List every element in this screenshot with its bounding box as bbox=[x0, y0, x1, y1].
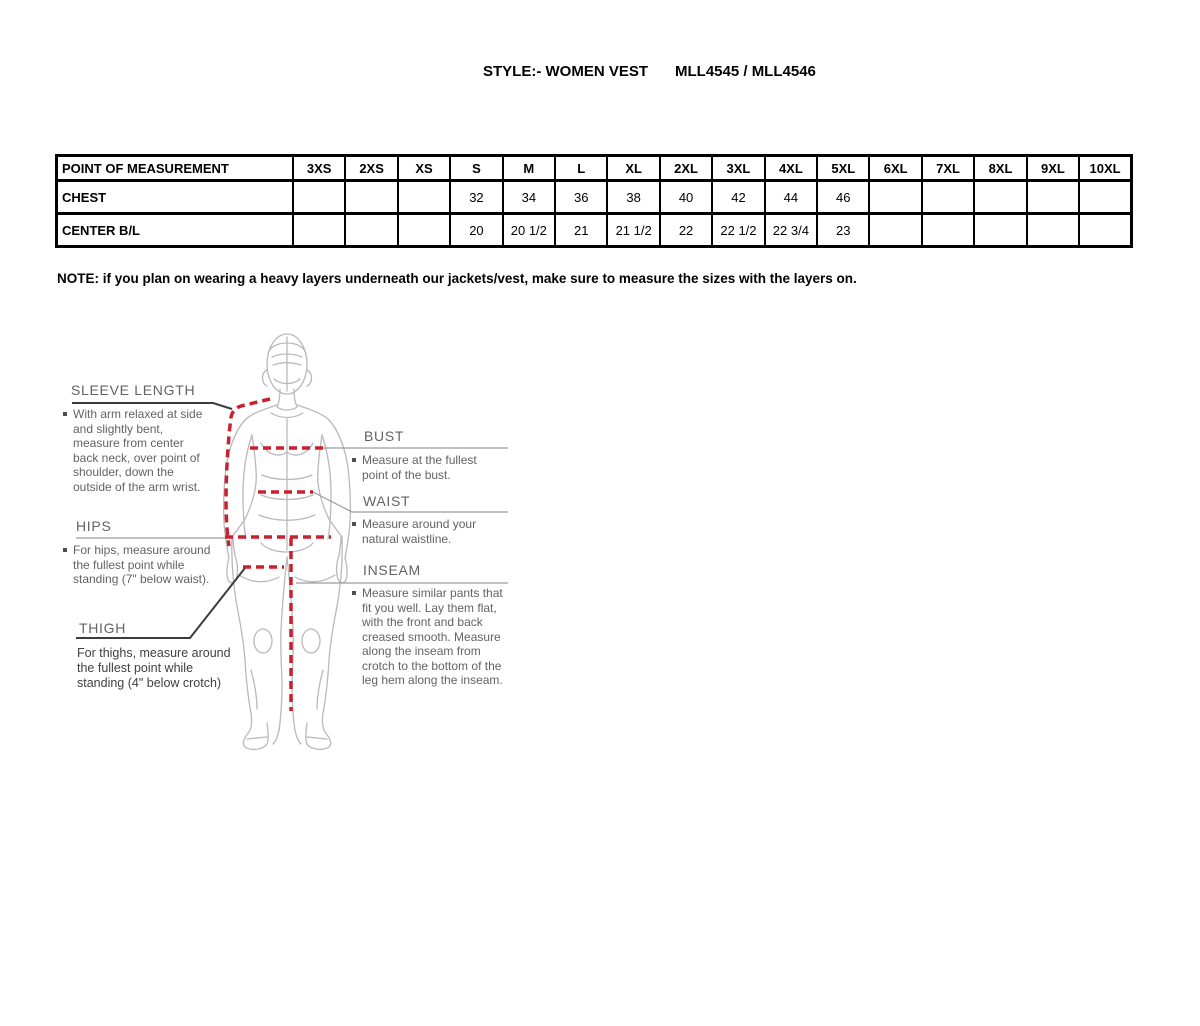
row-label: CENTER B/L bbox=[57, 214, 294, 247]
inseam-text bbox=[352, 586, 508, 688]
bullet-icon bbox=[63, 412, 67, 416]
inseam-description: Measure similar pants that fit you well. Lay them flat, with the front and back creased smooth. Measure along the inseam from crotch to the bottom of the leg hem along the inseam. bbox=[362, 586, 503, 687]
thigh-heading: THIGH bbox=[79, 620, 127, 636]
note-text: NOTE: if you plan on wearing a heavy layers underneath our jackets/vest, make sure to measure the sizes with the layers on. bbox=[57, 271, 857, 286]
col-header-size: L bbox=[555, 156, 607, 181]
col-header-measurement: POINT OF MEASUREMENT bbox=[57, 156, 294, 181]
size-value-cell: 32 bbox=[450, 181, 502, 214]
style-code: MLL4545 / MLL4546 bbox=[675, 63, 816, 80]
waist-heading: WAIST bbox=[363, 493, 411, 509]
col-header-size: 7XL bbox=[922, 156, 974, 181]
col-header-size: 9XL bbox=[1027, 156, 1079, 181]
sleeve-length-description: With arm relaxed at side and slightly bent, measure from center back neck, over point of shoulder, down the outside of the arm wrist. bbox=[73, 407, 203, 494]
waist-description: Measure around your natural waistline. bbox=[362, 517, 477, 546]
body-figure bbox=[224, 334, 351, 749]
bust-text bbox=[352, 453, 486, 482]
bullet-icon bbox=[63, 548, 67, 552]
size-value-cell: 36 bbox=[555, 181, 607, 214]
size-value-cell: 21 1/2 bbox=[607, 214, 659, 247]
row-label: CHEST bbox=[57, 181, 294, 214]
size-value-cell: 38 bbox=[607, 181, 659, 214]
bust-description: Measure at the fullest point of the bust. bbox=[362, 453, 477, 482]
size-value-cell: 20 bbox=[450, 214, 502, 247]
col-header-size: M bbox=[503, 156, 555, 181]
size-value-cell: 44 bbox=[765, 181, 817, 214]
hips-heading: HIPS bbox=[76, 518, 112, 534]
size-value-cell: 23 bbox=[817, 214, 869, 247]
col-header-size: 4XL bbox=[765, 156, 817, 181]
bust-heading: BUST bbox=[364, 428, 405, 444]
col-header-size: XS bbox=[398, 156, 450, 181]
size-value-cell: 22 bbox=[660, 214, 712, 247]
bullet-icon bbox=[352, 591, 356, 595]
size-value-cell: 46 bbox=[817, 181, 869, 214]
col-header-size: 8XL bbox=[974, 156, 1026, 181]
waist-text bbox=[352, 517, 486, 546]
hips-description: For hips, measure around the fullest point while standing (7" below waist). bbox=[73, 543, 211, 586]
sleeve-measure-line bbox=[226, 399, 270, 546]
bullet-icon bbox=[352, 458, 356, 462]
col-header-size: 2XS bbox=[345, 156, 397, 181]
style-label: STYLE:- WOMEN VEST bbox=[483, 63, 648, 80]
thigh-description: For thighs, measure around the fullest point while standing (4" below crotch) bbox=[77, 646, 231, 690]
sleeve-length-heading: SLEEVE LENGTH bbox=[71, 382, 196, 398]
size-value-cell: 22 3/4 bbox=[765, 214, 817, 247]
inseam-heading: INSEAM bbox=[363, 562, 421, 578]
thigh-text bbox=[77, 646, 239, 691]
size-value-cell: 34 bbox=[503, 181, 555, 214]
col-header-size: 5XL bbox=[817, 156, 869, 181]
size-value-cell: 40 bbox=[660, 181, 712, 214]
col-header-size: XL bbox=[607, 156, 659, 181]
col-header-size: 6XL bbox=[869, 156, 921, 181]
col-header-size: S bbox=[450, 156, 502, 181]
col-header-size: 2XL bbox=[660, 156, 712, 181]
sleeve-length-text bbox=[63, 407, 209, 494]
col-header-size: 3XL bbox=[712, 156, 764, 181]
col-header-size: 10XL bbox=[1079, 156, 1131, 181]
size-value-cell: 22 1/2 bbox=[712, 214, 764, 247]
size-value-cell: 20 1/2 bbox=[503, 214, 555, 247]
size-value-cell: 42 bbox=[712, 181, 764, 214]
waist-connector-line bbox=[313, 492, 508, 512]
hips-text bbox=[63, 543, 215, 587]
col-header-size: 3XS bbox=[293, 156, 345, 181]
bullet-icon bbox=[352, 522, 356, 526]
size-value-cell: 21 bbox=[555, 214, 607, 247]
